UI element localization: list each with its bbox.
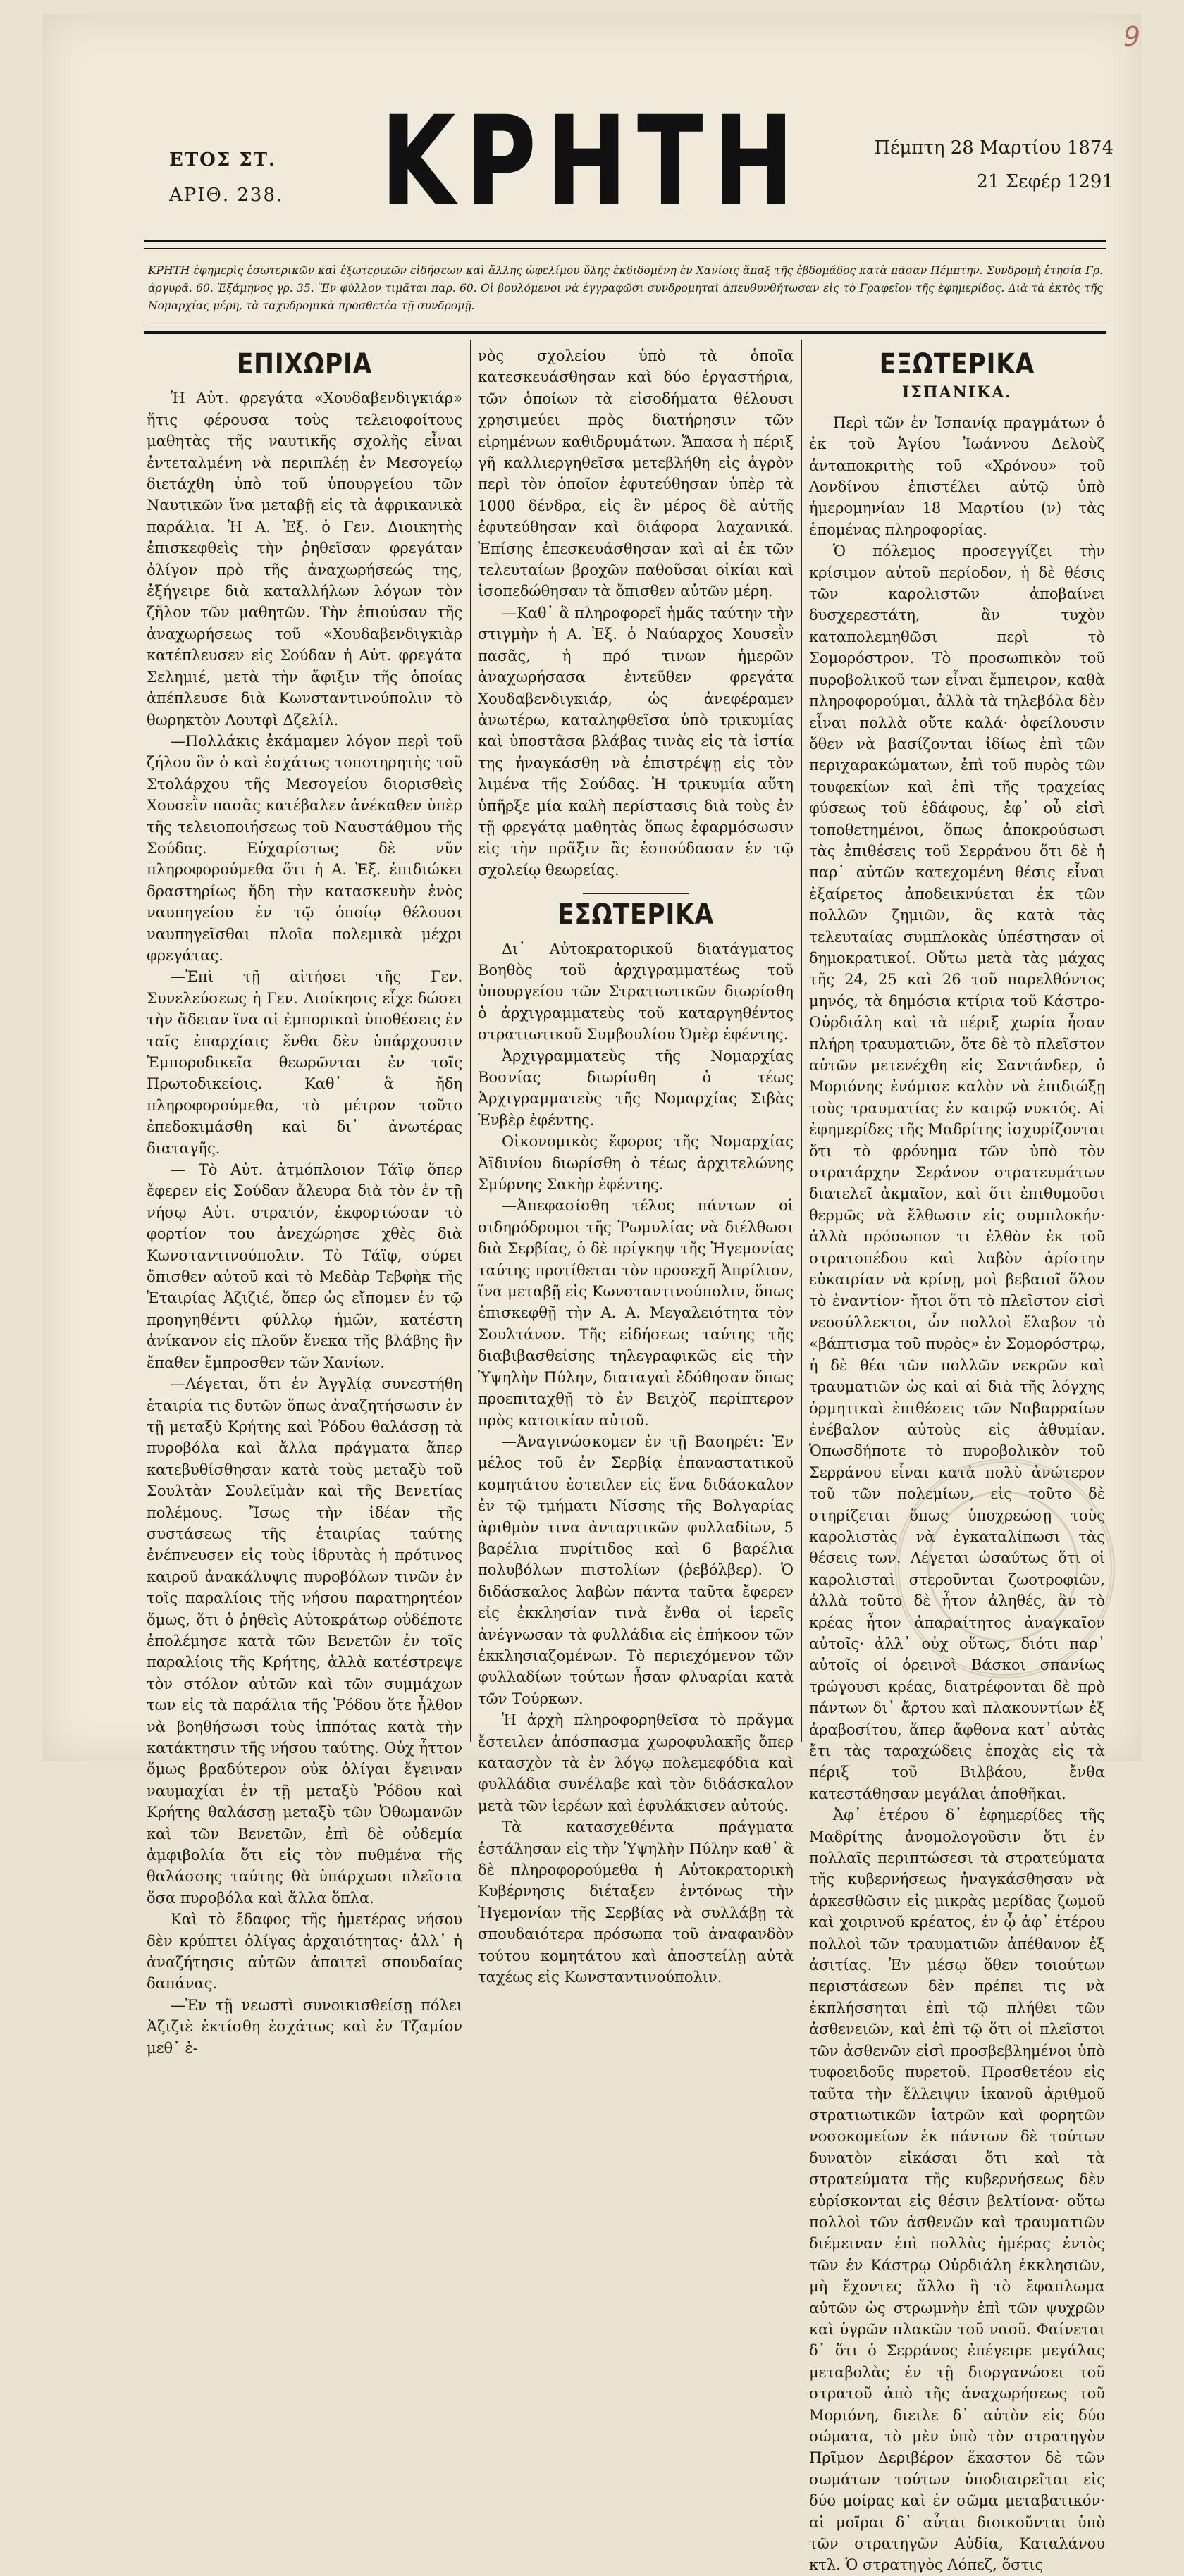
article-paragraph: Ἡ Αὐτ. φρεγάτα «Χουδαβενδιγκιάρ» ἥτις φέρουσα τοὺς τελειοφοίτους μαθητὰς τῆς ναυτικῆς σχολῆς εἶναι ἐντεταλμένη νὰ περιπλέῃ ἐν Μεσογείῳ διετάχθη ὑπὸ τοῦ ὑπουργείου τῶν Ναυτικῶν ἵνα μεταβῇ εἰς τὰ ἀφρικανικὰ παράλια. Ἡ Α. Ἐξ. ὁ Γεν. Διοικητὴς ἐπισκεφθεὶς τὴν ῥηθεῖσαν φρεγάταν ὀλίγον πρὸ τῆς ἀναχωρήσεώς της, ἐξήγειρε διὰ καταλλήλων λόγων τὸν ζῆλον τῶν μαθητῶν. Τὴν ἐπιούσαν τῆς ἀναχωρήσεως τοῦ «Χουδαβενδιγκιὰρ κατέπλευσεν εἰς Σούδαν ἡ Αὐτ. φρεγάτα Σελημιέ, μετὰ τὴν ἄφιξιν τῆς ὁποίας ἀπέπλευσε διὰ Κωνσταντινούπολιν τὸ θωρηκτὸν Λουτφὶ Δζελίλ.	[147, 390, 462, 729]
year-label: ΕΤΟΣ ΣΤ.	[169, 149, 277, 171]
article-paragraph: —Ἐν τῇ νεωστὶ συνοικισθείσῃ πόλει Ἀζιζιὲ ἐκτίσθη ἐσχάτως καὶ ἐν Τζαμίον μεθ᾽ ἑ-	[147, 1996, 462, 2057]
masthead	[381, 89, 804, 234]
article-paragraph: Καὶ τὸ ἔδαφος τῆς ἡμετέρας νήσου δὲν κρύπτει ὀλίγας ἀρχαιότητας· ἀλλ᾽ ἡ ἀναζήτησις αὐτῶν ἀπαιτεῖ σπουδαίας δαπάνας.	[147, 1911, 462, 1993]
article-paragraph: Περὶ τῶν ἐν Ἰσπανίᾳ πραγμάτων ὁ ἐκ τοῦ Ἁγίου Ἰωάννου Δελοὺζ ἀνταποκριτὴς τοῦ «Χρόνου» τοῦ Λονδίνου ἐπιστέλει αὐτῷ ὑπὸ ἡμερομηνίαν 18 Μαρτίου (ν) τὰς ἑπομένας πληροφορίας.	[809, 414, 1105, 538]
article-paragraph: — Τὸ Αὐτ. ἀτμόπλοιον Τάϊφ ὅπερ ἔφερεν εἰς Σούδαν ἄλευρα διὰ τὸν ἐν τῇ νήσῳ Αὐτ. στρατόν, ἐκφορτώσαν τὸ φορτίον του ἀνεχώρησε χθὲς διὰ Κωνσταντινούπολιν. Τὸ Τάϊφ, σύρει ὄπισθεν αὐτοῦ καὶ τὸ Μεδὰρ Τεβφὴκ τῆς Ἑταιρίας Ἀζιζιέ, ὅπερ ὡς εἴπομεν ἐν τῷ προηγηθέντι φύλλῳ ἡμῶν, κατέστη ἀνίκανον εἰς πλοῦν ἕνεκα τῆς βλάβης ἣν ἔπαθεν ἔμπροσθεν τῶν Χανίων.	[147, 1161, 462, 1371]
article-paragraph: Ἀφ᾽ ἑτέρου δ᾽ ἐφημερίδες τῆς Μαδρίτης ἀνομολογοῦσιν ὅτι ἐν πολλαῖς περιπτώσεσι τὰ στρατεύματα τῆς κυβερνήσεως ἠναγκάσθησαν νὰ ἀρκεσθῶσιν εἰς μικρὰς μερίδας ζωμοῦ καὶ χοιρινοῦ κρέατος, ἐν ᾧ ἀφ᾽ ἑτέρου πολλοὶ τῶν τραυματιῶν ἀπέθανον ἐξ ἀσιτίας. Ἐν μέσῳ ὅθεν τοιούτων περιστάσεων δὲν πρέπει τις νὰ ἐκπλήσσηται ἐπὶ τῷ πλήθει τῶν ἀσθενειῶν, καὶ ἐπὶ τῷ ὅτι οἱ πλεῖστοι τῶν ἀσθενῶν εἰσὶ προσβεβλημένοι ὑπὸ τυφοειδοῦς πυρετοῦ. Προσθετέον εἰς ταῦτα τὴν ἔλλειψιν ἱκανοῦ ἀριθμοῦ στρατιωτικῶν ἰατρῶν καὶ φορητῶν νοσοκομείων ἐκ πάντων δὲ τούτων δυνατὸν εἰκάσαι ὅτι καὶ τὰ στρατεύματα τῆς κυβερνήσεως δὲν εὑρίσκονται εἰς θέσιν βελτίονα· οὕτω πολλοὶ τῶν ἀσθενῶν καὶ τραυματιῶν διέμειναν ἐπὶ πολλὰς ἡμέρας ἐντὸς τῶν ἐν Κάστρῳ Οὐρδιάλη ἐκκλησιῶν, μὴ ἔχοντες ἄλλο ἢ τὸ ἔφαπλωμα αὐτῶν ὡς στρωμνὴν ἐπὶ τῶν ψυχρῶν καὶ ὑγρῶν πλακῶν τοῦ ναοῦ. Φαίνεται δ᾽ ὅτι ὁ Σερράνος ἐπέγειρε μεγάλας μεταβολὰς ἐν τῇ διοργανώσει τοῦ στρατοῦ ἀπὸ τῆς ἀναχωρήσεως τοῦ Μοριόνη, διειλε δ᾽ αὐτὸν εἰς δύο σώματα, τὸ μὲν ὑπὸ τὸν στρατηγὸν Πρῖμον Δεριβέρον ἕκαστον δὲ τῶν σωμάτων τούτων ὑποδιαιρεῖται εἰς δύο μοίρας καὶ ἐν σῶμα μεταβατικόν· αἱ μοῖραι δ᾽ αὗται διοικοῦνται ὑπὸ τῶν στρατηγῶν Αὐδία, Καταλάνου κτλ. Ὁ στρατηγὸς Λόπεζ, ὅστις	[809, 1807, 1105, 2574]
column-local-news	[147, 345, 462, 2057]
article-paragraph: Ἀρχιγραμματεὺς τῆς Νομαρχίας Βοσνίας διωρίσθη ὁ τέως Ἀρχιγραμματεὺς τῆς Νομαρχίας Σιβὰς Ἐνβὲρ ἐφέντης.	[478, 1047, 794, 1129]
subscription-notice: ΚΡΗΤΗ ἐφημερὶς ἐσωτερικῶν καὶ ἐξωτερικῶν εἰδήσεων καὶ ἄλλης ὠφελίμου ὕλης ἐκδιδομένη ἐν Χανίοις ἅπαξ τῆς ἑβδομάδος κατὰ πᾶσαν Πέμπτην. Συνδρομὴ ἐτησία Γρ. ἀργυρᾶ. 60. Ἐξάμηνος γρ. 35. Ἓν φύλλον τιμᾶται παρ. 60. Οἱ βουλόμενοι νὰ ἐγγραφῶσι συνδρομηταὶ ἀπευθυνθήτωσαν εἰς τὸ Γραφεῖον τῆς ἐφημερίδος. Διὰ τὰ ἐκτὸς τῆς Νομαρχίας μέρη, τὰ ταχυδρομικὰ προσθετέα τῇ συνδρομῇ.	[148, 264, 1103, 312]
article-paragraph: —Ἀναγινώσκομεν ἐν τῇ Βασηρέτ: Ἐν μέλος τοῦ ἐν Σερβίᾳ ἐπαναστατικοῦ κομητάτου ἐστειλεν εἰς ἕνα διδάσκαλον ἐν τῷ τμήματι Νίσσης τῆς Βολγαρίας ἀριθμὸν τινα ἀνταρτικῶν φυλλαδίων, 5 βαρέλια πυρίτιδος καὶ 6 βαρέλια πολυβόλων πιστολίων (ῥεβόλβερ). Ὁ διδάσκαλος λαβὼν πάντα ταῦτα ἔφερεν εἰς ἐκκλησίαν τινὰ ἔνθα οἱ ἱερεῖς ἀνέγνωσαν τὰ φυλλάδια εἰς ἐπήκοον τῶν ἐκκλησιαζομένων. Τὸ περιεχόμενον τῶν φυλλαδίων τούτων ἦσαν φλυαρίαι κατὰ τῶν Τούρκων.	[478, 1432, 794, 1707]
date-line: Πέμπτη 28 Μαρτίου 1874	[874, 137, 1114, 159]
article-paragraph: Οἰκονομικὸς ἔφορος τῆς Νομαρχίας Ἀϊδινίου διωρίσθη ὁ τέως ἀρχιτελώνης Σμύρνης Σακὴρ ἐφέντης.	[478, 1133, 794, 1194]
header-rule	[144, 240, 1106, 242]
section-heading: ΕΠΙΧΩΡΙΑ	[236, 348, 373, 380]
issue-number: ΑΡΙΘ. 238.	[169, 185, 284, 206]
article-paragraph: —Ἀπεφασίσθη τέλος πάντων οἱ σιδηρόδρομοι τῆς Ῥωμυλίας νὰ διέλθωσι διὰ Σερβίας, ὁ δὲ πρίγκηψ τῆς Ἡγεμονίας ταύτης προτίθεται τὸν προσεχῆ Ἀπρίλιον, ἵνα μεταβῇ εἰς Κωνσταντινούπολιν, ὅπως ἐπισκεφθῇ τὴν Α. Α. Μεγαλειότητα τὸν Σουλτάνον. Τῆς εἰδήσεως ταύτης τῆς διαβιβασθείσης τηλεγραφικῶς εἰς τὴν Ὑψηλὴν Πύλην, διαταγαὶ ἐδόθησαν ὅπως προεπιταχθῇ τὸ ἐν Βειχὸζ περίπτερον πρὸς κατοικίαν αὐτοῦ.	[478, 1197, 794, 1429]
section-subheading: ΙΣΠΑΝΙΚΑ.	[902, 383, 1012, 402]
article-paragraph: Ὁ πόλεμος προσεγγίζει τὴν κρίσιμον αὐτοῦ περίοδον, ἡ δὲ θέσις τῶν καρολιστῶν ἀποβαίνει δυσχερεστάτη, ἂν τυχὸν καταπολεμηθῶσι περὶ τὸ Σομορόστρον. Τὸ προσωπικὸν τοῦ πυροβολικοῦ των εἶναι ἔμπειρον, καθὰ πληροφορούμαι, ἀλλὰ τὰ τηλεβόλα δὲν εἶναι πολλὰ οὔτε καλά· ὀφείλουσιν ὅθεν νὰ βασίζονται ἰδίως ἐπὶ τῶν περιχαρακώματων, ἐπὶ τοῦ πυρὸς τῶν τουφεκίων καὶ ἐπὶ τῆς τραχείας φύσεως τοῦ ἐδάφους, ἐφ᾽ οὗ εἰσὶ τοποθετημένοι, ὅπως ἀποκρούσωσι τὰς ἐπιθέσεις τοῦ Σερράνου ὅτι δὲ ἡ παρ᾽ αὐτῶν κατεχομένη θέσις εἶναι ἐξαίρετος ἀποδεικνύεται ἐκ τῶν πολλῶν ζημιῶν, ἃς κατὰ τὰς τελευταίας συμπλοκὰς ὑπέστησαν οἱ δημοκρατικοί. Οὕτω μετὰ τὰς μάχας τῆς 24, 25 καὶ 26 τοῦ παρελθόντος μηνός, τὰ δημόσια κτίρια τοῦ Κάστρο-Οὐρδιάλη καὶ τὰ πέριξ χωρία ἦσαν πλήρη τραυματιῶν, ὅτε δὲ τὸ πλεῖστον αὐτῶν μετενέχθη εἰς Σαντάνδερ, ὁ Μοριόνης ἐνόμισε καλὸν νὰ ἐπιδιώξῃ τοὺς τραυματίας ἐν καιρῷ νυκτός. Αἱ ἐφημερίδες τῆς Μαδρίτης ἰσχυρίζονται ὅτι τὸ φρόνημα τῶν ὑπὸ τὸν στρατάρχην Σεράνον στρατευμάτων διατελεῖ ἀκμαῖον, καὶ ὅτι ἐπιθυμοῦσι θερμῶς νὰ ἔλθωσιν εἰς συμπλοκήν· ἀλλὰ πρόσωπον τι ἐλθὸν ἐκ τοῦ στρατοπέδου καὶ λαβὸν ἀρίστην εὐκαιρίαν νὰ κρίνῃ, μοὶ βεβαιοῖ ὅλον τὸ ἐναντίον· ἤτοι ὅτι τὸ πλεῖστον εἰσὶ νεοσύλλεκτοι, ὧν πολλοὶ ἔλαβον τὸ «βάπτισμα τοῦ πυρὸς» ἐν Σομορόστρῳ, ἡ δὲ θέα τῶν πολλῶν νεκρῶν καὶ τραυματιῶν ὡς καὶ αἱ διὰ τῆς λόγχης ὁρμητικαὶ ἐπιθέσεις τῶν Ναβαρραίων ἐνέβαλον αὐτοὺς εἰς ἀθυμίαν. Ὁπωσδήποτε τὸ πυροβολικὸν τοῦ Σερράνου εἶναι κατὰ πολὺ ἀνώτερον τοῦ τῶν πολεμίων, εἰς τοῦτο δὲ στηρίζεται ὅπως ὑποχρεώσῃ τοὺς καρολιστὰς νὰ ἐγκαταλίπωσι τὰς θέσεις των. Λέγεται ὡσαύτως ὅτι οἱ καρολισταὶ στεροῦνται ζωοτροφιῶν, ἀλλὰ τοῦτο δὲ ἦτον ἀληθές, ἂν τὸ κρέας ἦτον ἀπαραίτητος ἀναγκαῖον αὐτοῖς· ἀλλ᾽ οὐχ οὕτως, διότι παρ᾽ αὐτοῖς οἱ ὀρεινοὶ Βάσκοι σπανίως τρώγουσι κρέας, διατρέφονται δὲ πρὸ πάντων δι᾽ ἄρτου καὶ πλακουντίων ἐξ ἀραβοσίτου, ἅπερ ἄφθονα κατ᾽ αὐτὰς ἔτι τὰς ταραχώδεις ἐποχὰς εἰς τὰ πέριξ τοῦ Βιλβάου, ἔνθα κατεστάθησαν μεγάλαι ἀποθῆκαι.	[809, 543, 1105, 1802]
article-paragraph: —Καθ᾽ ἃ πληροφορεῖ ἡμᾶς ταύτην τὴν στιγμὴν ἡ Α. Ἐξ. ὁ Ναύαρχος Χουσεῒν πασᾶς, ἡ πρό τινων ἡμερῶν ἀναχωρήσασα ἐντεῦθεν φρεγάτα Χουδαβενδιγκιάρ, ὡς ἀνεφέραμεν ἀνωτέρω, καταληφθεῖσα ὑπὸ τρικυμίας καὶ ὑποστᾶσα βλάβας τινὰς εἰς τὰ ἱστία της ἠναγκάσθη νὰ ἐπιστρέψῃ εἰς τὸν λιμένα τῆς Σούδας. Ἡ τρικυμία αὕτη ὑπῆρξε μία καλὴ περίστασις διὰ τοὺς ἐν τῇ φρεγάτᾳ μαθητὰς ὅπως ἐφαρμόσωσιν εἰς τὴν πρᾶξιν ἃς ἐσπούδασαν ἐν τῷ σχολείῳ θεωρείας.	[478, 604, 794, 879]
notice-rule	[144, 331, 1106, 334]
section-heading: ΕΣΩΤΕΡΙΚΑ	[557, 898, 715, 931]
column-domestic-news	[478, 345, 794, 1986]
header-rule-thin	[144, 248, 1106, 249]
section-separator	[583, 891, 689, 894]
section-heading: ΕΞΩΤΕΡΙΚΑ	[879, 348, 1035, 380]
library-stamp-ring	[927, 1491, 1078, 1642]
page-number: 9	[1123, 21, 1140, 52]
column-divider	[801, 340, 802, 1742]
article-paragraph: Τὰ κατασχεθέντα πράγματα ἐστάλησαν εἰς τὴν Ὑψηλὴν Πύλην καθ᾽ ἃ δὲ πληροφορούμεθα ἡ Αὐτοκρατορικὴ Κυβέρνησις διέταξεν ἐντόνως τὴν Ἡγεμονίαν τῆς Σερβίας νὰ συλλάβῃ τὰ σπουδαιότερα πρόσωπα τοῦ ἀναφανδὸν τούτου κομητάτου καὶ ἀποστείλῃ αὐτὰ ταχέως εἰς Κωνσταντινούπολιν.	[478, 1819, 794, 1986]
newspaper-title: ΚΡΗΤΗ	[381, 89, 804, 234]
hijri-date: 21 Σεφέρ 1291	[976, 171, 1114, 192]
article-paragraph: Δι᾽ Αὐτοκρατορικοῦ διατάγματος Βοηθὸς τοῦ ἀρχιγραμματέως τοῦ ὑπουργείου τῶν Στρατιωτικῶν διωρίσθη ὁ ἀρχιγραμματεὺς τοῦ καταργηθέντος στρατιωτικοῦ Συμβουλίου Ὀμὲρ ἐφέντης.	[478, 940, 794, 1044]
article-paragraph: Ἡ ἀρχὴ πληροφορηθεῖσα τὸ πρᾶγμα ἔστειλεν ἀπόσπασμα χωροφυλακῆς ὅπερ κατασχὸν τὰ ἐν λόγῳ πολεμεφόδια καὶ φυλλάδια συνέλαβε καὶ τὸν διδάσκαλον μετὰ τῶν ἱερέων καὶ ἐφυλάκισεν αὐτούς.	[478, 1711, 794, 1814]
article-paragraph: —Ἐπὶ τῇ αἰτήσει τῆς Γεν. Συνελεύσεως ἡ Γεν. Διοίκησις εἶχε δώσει τὴν ἄδειαν ἵνα αἱ ἐμπορικαὶ ὑποθέσεις ἐν ταῖς ἐπαρχίαις ἔνθα δὲν ὑπάρχουσιν Ἐμποροδικεῖα θεωρῶνται ἐν τοῖς Πρωτοδικείοις. Καθ᾽ ἃ ἤδη πληροφορούμεθα, τὸ μέτρον τοῦτο ἐπεδοκιμάσθη καὶ δι᾽ ἀνωτέρας διαταγῆς.	[147, 968, 462, 1157]
article-paragraph: —Πολλάκις ἐκάμαμεν λόγον περὶ τοῦ ζήλου ὃν ὁ καὶ ἐσχάτως τοποτηρητὴς τοῦ Στολάρχου τῆς Μεσογείου διορισθεὶς Χουσεῒν πασᾶς κατέβαλεν ἀνέκαθεν ὑπὲρ τῆς τελειοποιήσεως τοῦ Ναυστάθμου τῆς Σούδας. Εὐχαρίστως δὲ νῦν πληροφορούμεθα ὅτι ἡ Α. Ἐξ. ἐπιδιώκει δραστηρίως ἤδη τὴν κατασκευὴν ἑνὸς ναυπηγείου ἐν τῷ ὁποίῳ θέλουσι ναυπηγεῖσθαι πλοῖα πολεμικὰ μέχρι φρεγάτας.	[147, 732, 462, 964]
article-paragraph: —Λέγεται, ὅτι ἐν Ἀγγλίᾳ συνεστήθη ἑταιρία τις δυτῶν ὅπως ἀναζητήσωσιν ἐν τῇ μεταξὺ Κρήτης καὶ Ῥόδου θαλάσσῃ τὰ πυροβόλα καὶ ἄλλα πράγματα ἅπερ κατεβυθίσθησαν κατὰ τοὺς μεταξὺ τοῦ Σουλτὰν Σουλεϊμὰν καὶ τῆς Βενετίας πολέμους. Ἴσως τὴν ἰδέαν τῆς συστάσεως τῆς ἑταιρίας ταύτης ἐνέπνευσεν εἰς τοὺς ἱδρυτὰς ἡ πρότινος καιροῦ ἀνακάλυψις πυροβόλων τινῶν ἐν τοῖς παραλίοις τῆς νήσου παρατηρητέον ὅμως, ὅτι ὁ ῥηθεὶς Αὐτοκράτωρ οὐδέποτε ἐπολέμησε κατὰ τῶν Βενετῶν ἐν τοῖς παραλίοις τῆς Κρήτης, ἀλλὰ κατέστρεψε τὸν στόλον αὐτῶν καὶ τῶν συμμάχων των εἰς τὰ παράλια τῆς Ῥόδου ὅτε ἦλθον νὰ βοηθήσωσι τοὺς ἱππότας κατὰ τὴν κατάκτησιν τῆς νήσου ταύτης. Οὐχ ἧττον ὅμως βραδύτερον οὐκ ὀλίγαι ἔγειναν ναυμαχίαι ἐν τῇ μεταξὺ Ῥόδου καὶ Κρήτης θαλάσσῃ μεταξὺ τῶν Ὀθωμανῶν καὶ τῶν Βενετῶν, ἐπὶ δὲ οὐδεμία ἀμφιβολία ὅτι εἰς τὸν πυθμένα τῆς θαλάσσης ταύτης θὰ ὑπάρχωσι πλεῖστα ὅσα πυροβόλα καὶ ἄλλα ὅπλα.	[147, 1375, 462, 1907]
library-stamp	[895, 1459, 1115, 1678]
article-paragraph: νὸς σχολείου ὑπὸ τὰ ὁποῖα κατεσκευάσθησαν καὶ δύο ἐργαστήρια, τῶν ὁποίων τὰ εἰσοδήματα θέλουσι χρησιμεύει πρὸς διατήρησιν τῶν εἰρημένων καθιδρυμάτων. Ἅπασα ἡ πέριξ γῆ καλλιεργηθεῖσα μετεβλήθη εἰς ἀγρὸν περὶ τὸν ὁποῖον ἐφυτεύθησαν ὑπὲρ τὰ 1000 δένδρα, εἰς ἓν μέρος δὲ αὐτῆς ἐφυτεύθησαν καὶ διάφορα λαχανικά. Ἐπίσης ἐπεσκευάσθησαν καὶ αἱ ἐκ τῶν τελευταίων βροχῶν παθοῦσαι οἰκίαι καὶ ἰσοπεδώθησαν τὰ ὄπισθεν αὐτῶν μέρη.	[478, 347, 794, 600]
column-divider	[470, 340, 471, 1742]
